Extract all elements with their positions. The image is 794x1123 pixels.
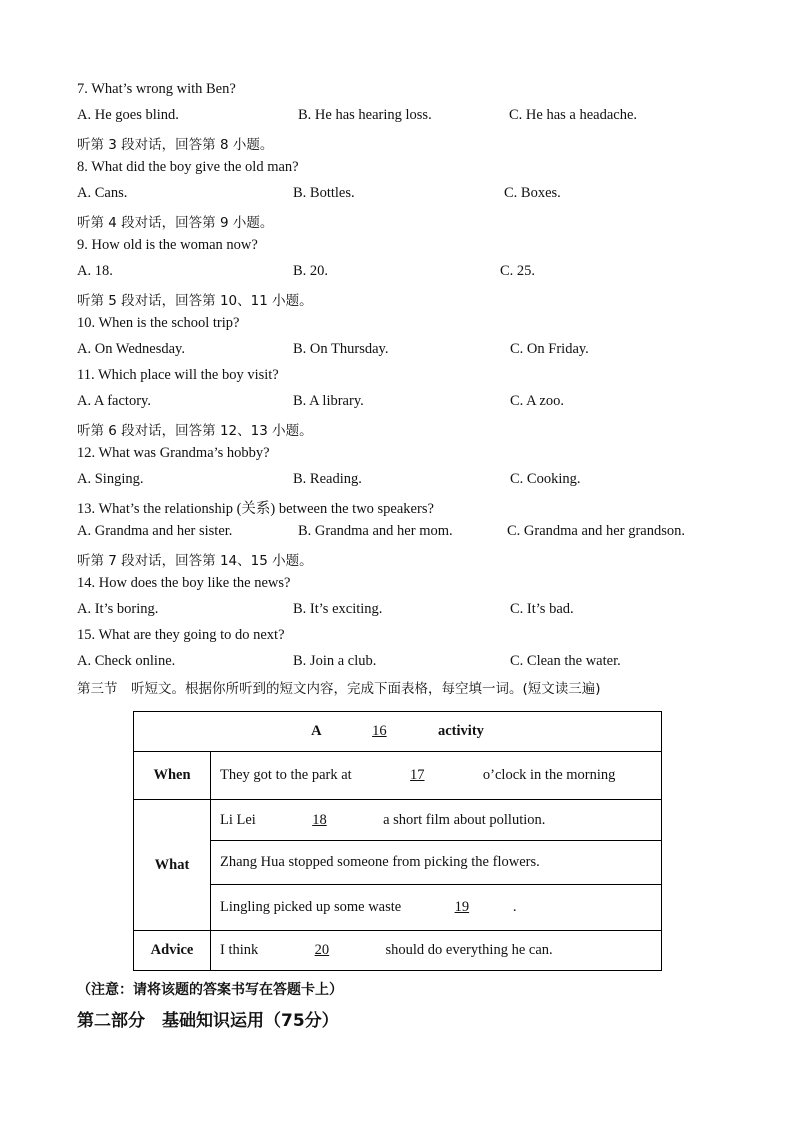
blank-19: 19 (454, 899, 470, 915)
when-prefix: They got to the park at (220, 767, 352, 783)
question-12-option-b: B. Reading. (293, 471, 362, 487)
question-8-option-b: B. Bottles. (293, 185, 355, 201)
question-13-option-c: C. Grandma and her grandson. (507, 523, 685, 539)
question-10-option-c: C. On Friday. (510, 341, 589, 357)
question-12-option-a: A. Singing. (77, 471, 144, 487)
question-7-option-b: B. He has hearing loss. (298, 107, 432, 123)
table-row (134, 752, 662, 800)
question-13-option-b: B. Grandma and her mom. (298, 523, 453, 539)
blank-16: 16 (372, 723, 387, 739)
advice-prefix: I think (220, 942, 259, 958)
instruction-dialogue-5: 听第 5 段对话，回答第 10、11 小题。 (77, 293, 313, 309)
table-row (134, 885, 662, 931)
label-advice: Advice (134, 931, 211, 971)
question-8-option-c: C. Boxes. (504, 185, 561, 201)
answer-card-note: （注意：请将该题的答案书写在答题卡上） (77, 982, 343, 998)
question-14-option-a: A. It’s boring. (77, 601, 159, 617)
instruction-dialogue-4: 听第 4 段对话，回答第 9 小题。 (77, 215, 274, 231)
question-11-option-a: A. A factory. (77, 393, 151, 409)
what3-suffix: . (512, 899, 517, 915)
title-suffix: activity (438, 723, 484, 739)
question-9-option-a: A. 18. (77, 263, 113, 279)
question-14-option-b: B. It’s exciting. (293, 601, 383, 617)
what-cell-1 (211, 800, 662, 841)
question-9-option-c: C. 25. (500, 263, 536, 279)
question-8-option-a: A. Cans. (77, 185, 128, 201)
question-13-option-a: A. Grandma and her sister. (77, 523, 233, 539)
instruction-dialogue-7: 听第 7 段对话，回答第 14、15 小题。 (77, 553, 313, 569)
what-cell-3 (211, 885, 662, 931)
blank-18: 18 (312, 811, 327, 828)
question-8-stem: 8. What did the boy give the old man? (77, 159, 299, 175)
what1-prefix: Li Lei (220, 811, 256, 828)
question-10-option-a: A. On Wednesday. (77, 341, 185, 357)
when-cell (211, 752, 662, 800)
label-when: When (134, 752, 211, 800)
question-11-option-b: B. A library. (293, 393, 364, 409)
question-15-option-c: C. Clean the water. (510, 653, 621, 669)
question-15-option-a: A. Check online. (77, 653, 176, 669)
label-what: What (134, 800, 211, 931)
title-prefix: A (311, 723, 321, 739)
blank-17: 17 (410, 767, 425, 783)
question-7-option-c: C. He has a headache. (509, 107, 638, 123)
what3-prefix: Lingling picked up some waste (220, 899, 402, 915)
question-12-stem: 12. What was Grandma’s hobby? (77, 445, 270, 461)
question-7-stem: 7. What’s wrong with Ben? (77, 81, 236, 97)
what-cell-2: Zhang Hua stopped someone from picking the flowers. (211, 841, 662, 885)
question-11-stem: 11. Which place will the boy visit? (77, 367, 279, 383)
question-15-stem: 15. What are they going to do next? (77, 627, 285, 643)
question-9-option-b: B. 20. (293, 263, 329, 279)
advice-cell (211, 931, 662, 971)
question-10-stem: 10. When is the school trip? (77, 315, 240, 331)
question-14-option-c: C. It’s bad. (510, 601, 574, 617)
when-suffix: o’clock in the morning (482, 767, 616, 783)
question-12-option-c: C. Cooking. (510, 471, 581, 487)
question-13-stem: 13. What’s the relationship (关系) between the two speakers? (77, 501, 434, 517)
table-row (134, 712, 662, 752)
question-7-option-a: A. He goes blind. (77, 107, 179, 123)
question-15-option-b: B. Join a club. (293, 653, 377, 669)
blank-20: 20 (314, 942, 330, 958)
answer-table (133, 711, 662, 971)
what1-suffix: a short film about pollution. (383, 811, 546, 828)
part-2-heading: 第二部分 基础知识运用（75分） (77, 1011, 339, 1031)
table-row (134, 841, 662, 885)
question-14-stem: 14. How does the boy like the news? (77, 575, 291, 591)
question-9-stem: 9. How old is the woman now? (77, 237, 258, 253)
section-3-instruction: 第三节 听短文。根据你所听到的短文内容，完成下面表格，每空填一词。(短文读三遍) (77, 681, 601, 697)
table-title (134, 712, 662, 752)
advice-suffix: should do everything he can. (385, 942, 553, 958)
instruction-dialogue-6: 听第 6 段对话，回答第 12、13 小题。 (77, 423, 313, 439)
question-11-option-c: C. A zoo. (510, 393, 564, 409)
table-row (134, 800, 662, 841)
table-row (134, 931, 662, 971)
question-10-option-b: B. On Thursday. (293, 341, 389, 357)
instruction-dialogue-3: 听第 3 段对话，回答第 8 小题。 (77, 137, 274, 153)
